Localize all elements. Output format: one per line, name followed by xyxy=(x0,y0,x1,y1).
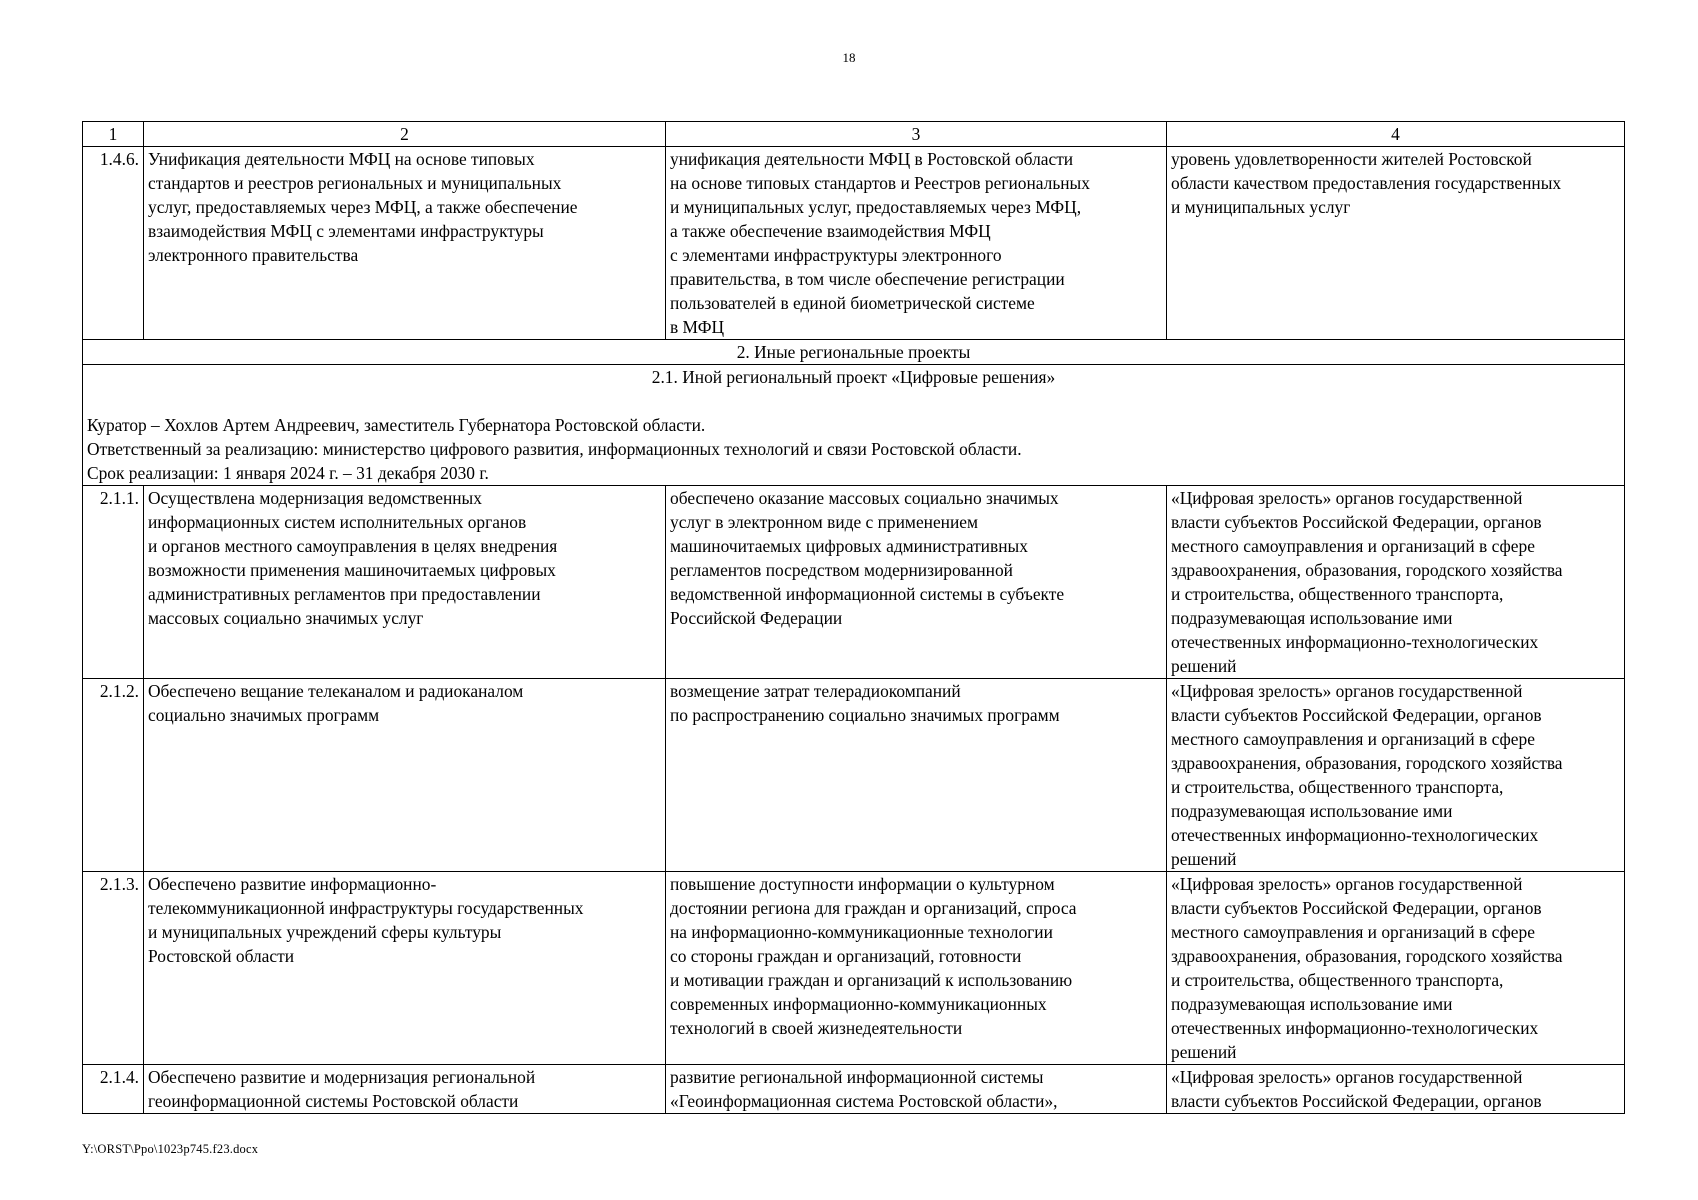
header-cell: 1 xyxy=(83,122,144,147)
description-cell: унификация деятельности МФЦ в Ростовской области на основе типовых стандартов и Реестров региональных и муниципальных услуг, предоставляемых через МФЦ, а также обеспечение взаимодействия МФЦ с элементами инфраструктуры электронного правительства, в том числе обеспечение регистрации пользователей в единой биометрической системе в МФЦ xyxy=(666,147,1167,340)
row-number: 1.4.6. xyxy=(83,147,144,340)
task-cell: Унификация деятельности МФЦ на основе типовых стандартов и реестров региональных и муниципальных услуг, предоставляемых через МФЦ, а также обеспечение взаимодействия МФЦ с элементами инфраструктуры электронного правительства xyxy=(144,147,666,340)
table-row xyxy=(83,1065,1625,1114)
project-curator: Куратор – Хохлов Артем Андреевич, заместитель Губернатора Ростовской области. xyxy=(87,415,706,435)
header-cell: 3 xyxy=(666,122,1167,147)
project-block xyxy=(83,365,1625,486)
header-cell: 4 xyxy=(1167,122,1625,147)
indicator-cell: «Цифровая зрелость» органов государственной власти субъектов Российской Федерации, органов местного самоуправления и организаций в сфере здравоохранения, образования, городского хозяйства и строительства, общественного транспорта, подразумевающая использование ими отечественных информационно-технологических решений xyxy=(1167,679,1625,872)
description-cell: развитие региональной информационной системы «Геоинформационная система Ростовской области», xyxy=(666,1065,1167,1114)
spacer xyxy=(87,389,1620,413)
indicator-cell: «Цифровая зрелость» органов государственной власти субъектов Российской Федерации, органов xyxy=(1167,1065,1625,1114)
task-cell: Осуществлена модернизация ведомственных информационных систем исполнительных органов и органов местного самоуправления в целях внедрения возможности применения машиночитаемых цифровых административных регламентов при предоставлении массовых социально значимых услуг xyxy=(144,486,666,679)
description-cell: обеспечено оказание массовых социально значимых услуг в электронном виде с применением машиночитаемых цифровых административных регламентов посредством модернизированной ведомственной информационной системы в субъекте Российской Федерации xyxy=(666,486,1167,679)
header-cell: 2 xyxy=(144,122,666,147)
project-term: Срок реализации: 1 января 2024 г. – 31 декабря 2030 г. xyxy=(87,463,489,483)
section-row xyxy=(83,340,1625,365)
indicator-cell: уровень удовлетворенности жителей Ростовской области качеством предоставления государственных и муниципальных услуг xyxy=(1167,147,1625,340)
table-row xyxy=(83,147,1625,340)
task-cell: Обеспечено развитие информационно- телекоммуникационной инфраструктуры государственных и муниципальных учреждений сферы культуры Ростовской области xyxy=(144,872,666,1065)
header-row xyxy=(83,122,1625,147)
row-number: 2.1.3. xyxy=(83,872,144,1065)
table-row xyxy=(83,872,1625,1065)
document-table xyxy=(82,121,1625,1114)
task-cell: Обеспечено вещание телеканалом и радиоканалом социально значимых программ xyxy=(144,679,666,872)
table-row xyxy=(83,679,1625,872)
indicator-cell: «Цифровая зрелость» органов государственной власти субъектов Российской Федерации, органов местного самоуправления и организаций в сфере здравоохранения, образования, городского хозяйства и строительства, общественного транспорта, подразумевающая использование ими отечественных информационно-технологических решений xyxy=(1167,872,1625,1065)
description-cell: возмещение затрат телерадиокомпаний по распространению социально значимых программ xyxy=(666,679,1167,872)
project-responsible: Ответственный за реализацию: министерство цифрового развития, информационных технологий и связи Ростовской области. xyxy=(87,439,1022,459)
task-cell: Обеспечено развитие и модернизация региональной геоинформационной системы Ростовской области xyxy=(144,1065,666,1114)
row-number: 2.1.4. xyxy=(83,1065,144,1114)
description-cell: повышение доступности информации о культурном достоянии региона для граждан и организаций, спроса на информационно-коммуникационные технологии со стороны граждан и организаций, готовности и мотивации граждан и организаций к использованию современных информационно-коммуникационных технологий в своей жизнедеятельности xyxy=(666,872,1167,1065)
project-title: 2.1. Иной региональный проект «Цифровые решения» xyxy=(651,367,1056,387)
row-number: 2.1.2. xyxy=(83,679,144,872)
table-row xyxy=(83,486,1625,679)
section-title: 2. Иные региональные проекты xyxy=(83,340,1625,365)
row-number: 2.1.1. xyxy=(83,486,144,679)
project-row xyxy=(83,365,1625,486)
file-path: Y:\ORST\Ppo\1023p745.f23.docx xyxy=(82,1142,259,1156)
page-number: 18 xyxy=(842,50,856,65)
indicator-cell: «Цифровая зрелость» органов государственной власти субъектов Российской Федерации, органов местного самоуправления и организаций в сфере здравоохранения, образования, городского хозяйства и строительства, общественного транспорта, подразумевающая использование ими отечественных информационно-технологических решений xyxy=(1167,486,1625,679)
